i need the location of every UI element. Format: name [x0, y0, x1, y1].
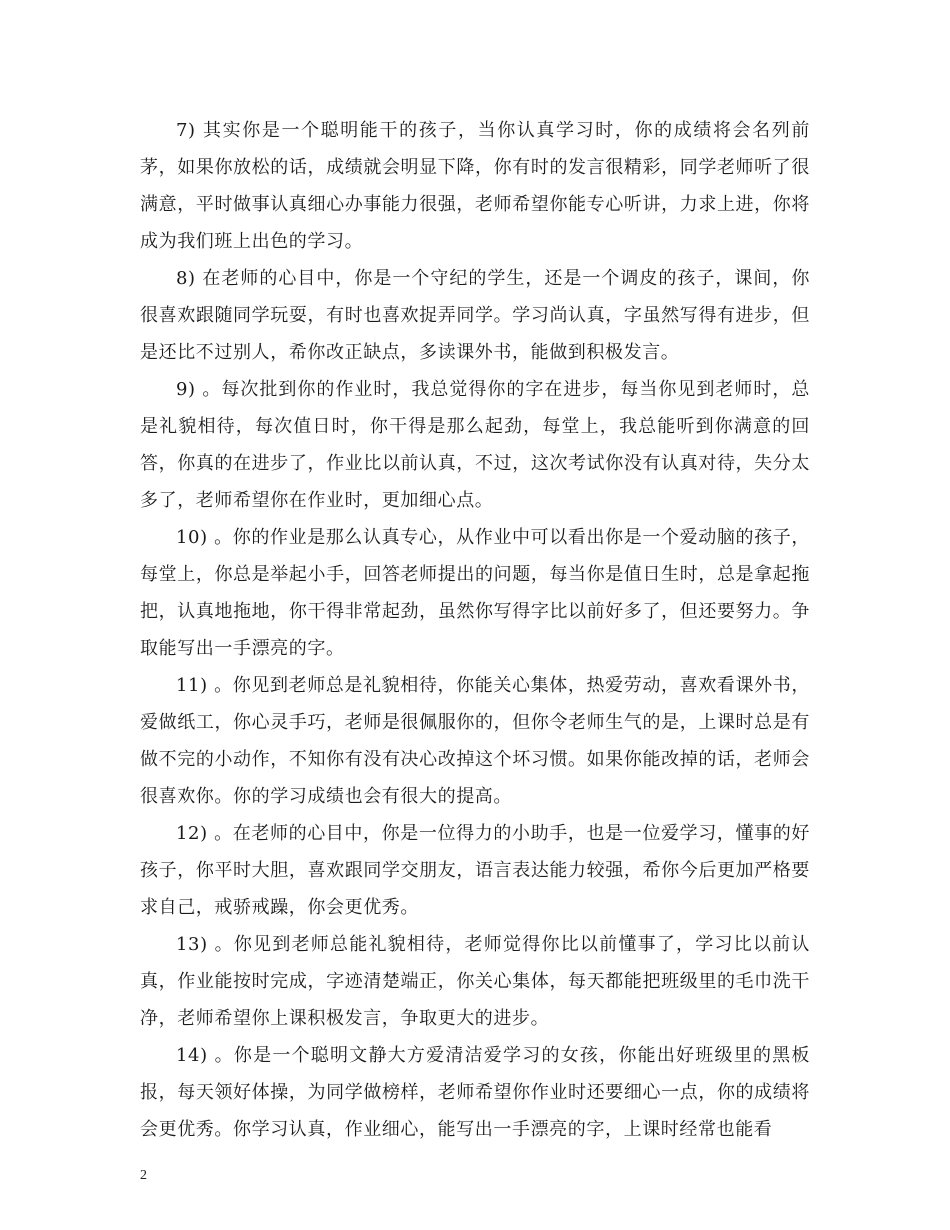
paragraph-10: 10) 。你的作业是那么认真专心，从作业中可以看出你是一个爱动脑的孩子，每堂上，你总是举起小手，回答老师提出的问题，每当你是值日生时，总是拿起拖把，认真地拖地，你干得非常起劲，虽然你写得字比以前好多了，但还要努力。争取能写出一手漂亮的字。 — [140, 527, 810, 659]
paragraph-13: 13) 。你见到老师总能礼貌相待，老师觉得你比以前懂事了，学习比以前认真，作业能按时完成，字迹清楚端正，你关心集体，每天都能把班级里的毛巾洗干净，老师希望你上课积极发言，争取更大的进步。 — [140, 934, 810, 1029]
paragraph-9: 9) 。每次批到你的作业时，我总觉得你的字在进步，每当你见到老师时，总是礼貌相待，每次值日时，你干得是那么起劲，每堂上，我总能听到你满意的回答，你真的在进步了，作业比以前认真，不过，这次考试你没有认真对待，失分太多了，老师希望你在作业时，更加细心点。 — [140, 379, 810, 511]
document-body — [140, 112, 810, 1148]
paragraph-11: 11) 。你见到老师总是礼貌相待，你能关心集体，热爱劳动，喜欢看课外书，爱做纸工，你心灵手巧，老师是很佩服你的，但你令老师生气的是，上课时总是有做不完的小动作，不知你有没有决心改掉这个坏习惯。如果你能改掉的话，老师会很喜欢你。你的学习成绩也会有很大的提高。 — [140, 675, 810, 807]
paragraph-7: 7) 其实你是一个聪明能干的孩子，当你认真学习时，你的成绩将会名列前茅，如果你放松的话，成绩就会明显下降，你有时的发言很精彩，同学老师听了很满意，平时做事认真细心办事能力很强，老师希望你能专心听讲，力求上进，你将成为我们班上出色的学习。 — [140, 120, 810, 252]
page-number: 2 — [140, 1168, 147, 1183]
paragraph-12: 12) 。在老师的心目中，你是一位得力的小助手，也是一位爱学习，懂事的好孩子，你平时大胆，喜欢跟同学交朋友，语言表达能力较强，希你今后更加严格要求自己，戒骄戒躁，你会更优秀。 — [140, 823, 810, 918]
paragraph-14: 14) 。你是一个聪明文静大方爱清洁爱学习的女孩，你能出好班级里的黑板报，每天领好体操，为同学做榜样，老师希望你作业时还要细心一点，你的成绩将会更优秀。你学习认真，作业细心，能写出一手漂亮的字，上课时经常也能看 — [140, 1045, 810, 1140]
paragraph-8: 8) 在老师的心目中，你是一个守纪的学生，还是一个调皮的孩子，课间，你很喜欢跟随同学玩耍，有时也喜欢捉弄同学。学习尚认真，字虽然写得有进步，但是还比不过别人，希你改正缺点，多读课外书，能做到积极发言。 — [140, 268, 810, 363]
